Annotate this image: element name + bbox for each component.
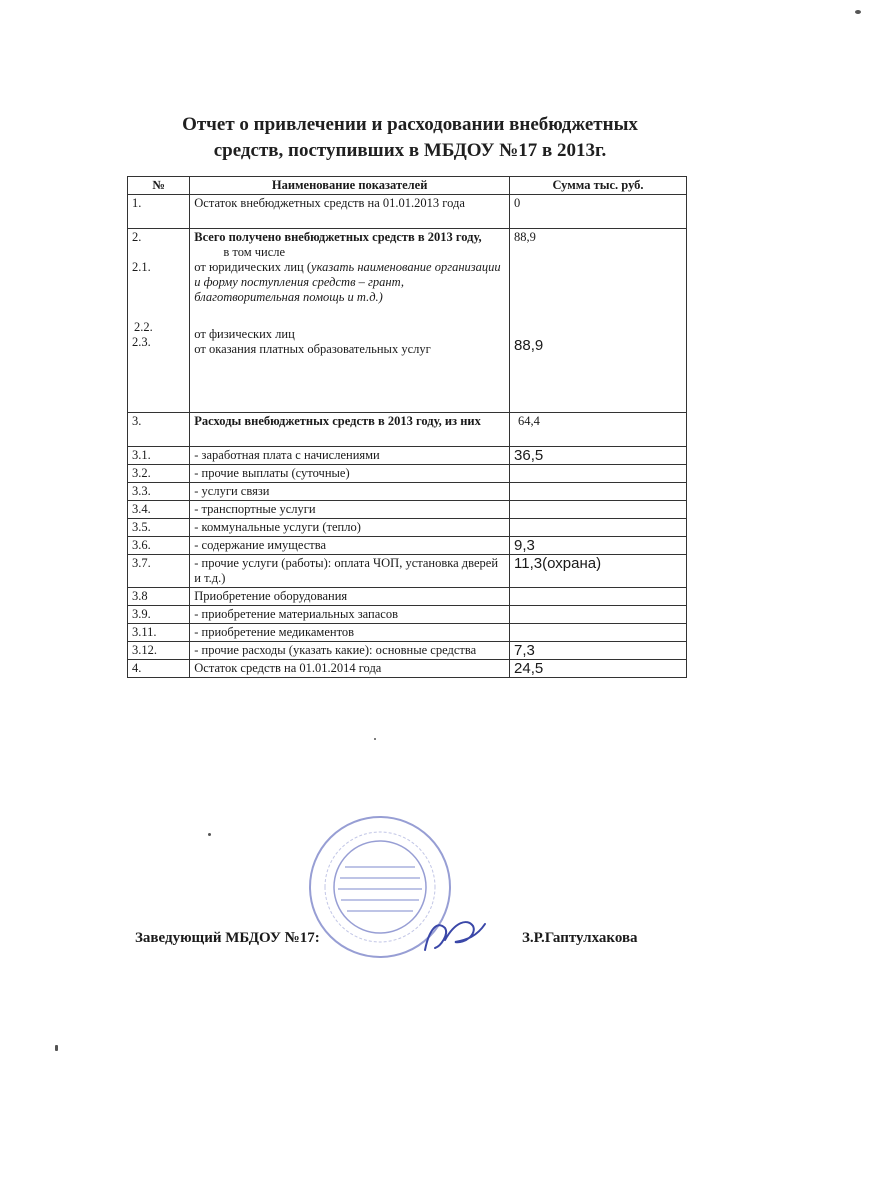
scan-speck <box>855 10 861 14</box>
row-name: - приобретение медикаментов <box>190 624 510 642</box>
scan-speck <box>208 833 211 836</box>
row-name: - коммунальные услуги (тепло) <box>190 519 510 537</box>
row-number: 3.7. <box>128 555 190 588</box>
table-row <box>128 465 687 483</box>
header-name: Наименование показателей <box>190 177 510 195</box>
row-name: - услуги связи <box>190 483 510 501</box>
row-name: Приобретение оборудования <box>190 588 510 606</box>
row-sum <box>510 465 687 483</box>
row-sum <box>510 624 687 642</box>
table-row-income <box>128 229 687 413</box>
title-line-1: Отчет о привлечении и расходовании внебюджетных <box>182 114 638 135</box>
row-number: 3.4. <box>128 501 190 519</box>
document-title <box>100 112 720 164</box>
row-number: 3.5. <box>128 519 190 537</box>
row-number: 3.1. <box>128 447 190 465</box>
row-name-total-income: Всего получено внебюджетных средств в 2013 году, в том числе <box>194 230 482 259</box>
table-row <box>128 447 687 465</box>
row-name: Остаток средств на 01.01.2014 года <box>190 660 510 678</box>
header-number: № <box>128 177 190 195</box>
row-name: - транспортные услуги <box>190 501 510 519</box>
table-row <box>128 588 687 606</box>
table-row <box>128 642 687 660</box>
table-row <box>128 519 687 537</box>
row-number: 3.8 <box>128 588 190 606</box>
row-sums-income <box>510 229 687 413</box>
signatory-name: З.Р.Гаптулхакова <box>522 930 638 946</box>
table-row <box>128 606 687 624</box>
row-name-paid-services: от оказания платных образовательных услуг <box>194 342 431 356</box>
table-row <box>128 624 687 642</box>
table-header-row <box>128 177 687 195</box>
row-sum <box>510 483 687 501</box>
table-row-expenses <box>128 413 687 447</box>
row-sum: 0 <box>510 195 687 229</box>
row-number: 3.6. <box>128 537 190 555</box>
row-sum <box>510 501 687 519</box>
row-number: 2.3. <box>132 335 151 349</box>
row-number: 3.11. <box>128 624 190 642</box>
table-row-balance <box>128 660 687 678</box>
row-number: 3.2. <box>128 465 190 483</box>
scan-speck <box>55 1045 58 1051</box>
row-name: - заработная плата с начислениями <box>190 447 510 465</box>
row-name: - содержание имущества <box>190 537 510 555</box>
row-name: Расходы внебюджетных средств в 2013 году, из них <box>190 413 510 447</box>
row-name: - прочие выплаты (суточные) <box>190 465 510 483</box>
report-table <box>127 176 687 678</box>
row-name: - приобретение материальных запасов <box>190 606 510 624</box>
row-names-income <box>190 229 510 413</box>
table-row <box>128 537 687 555</box>
row-sum: 11,3(охрана) <box>510 555 687 588</box>
table-row <box>128 195 687 229</box>
row-sum <box>510 606 687 624</box>
table-row <box>128 555 687 588</box>
row-name-individuals: от физических лиц <box>194 327 295 341</box>
row-number: 3. <box>128 413 190 447</box>
row-name: Остаток внебюджетных средств на 01.01.2013 года <box>190 195 510 229</box>
row-sum: 9,3 <box>510 537 687 555</box>
table-row <box>128 483 687 501</box>
row-number: 2.1. <box>132 260 151 274</box>
row-sum: 7,3 <box>510 642 687 660</box>
row-sum <box>510 519 687 537</box>
row-number: 1. <box>128 195 190 229</box>
row-number: 4. <box>128 660 190 678</box>
row-sum: 24,5 <box>510 660 687 678</box>
row-number: 3.9. <box>128 606 190 624</box>
header-sum: Сумма тыс. руб. <box>510 177 687 195</box>
row-sum: 36,5 <box>510 447 687 465</box>
row-name-legal: от юридических лиц (указать наименование организации и форму поступления средств – грант, благотворительная помощь и т.д.) <box>194 260 501 304</box>
row-numbers-income <box>128 229 190 413</box>
row-sum: 64,4 <box>510 413 687 447</box>
row-number: 3.3. <box>128 483 190 501</box>
title-line-2: средств, поступивших в МБДОУ №17 в 2013г. <box>213 140 607 161</box>
row-sum: 88,9 <box>514 230 536 244</box>
signatory-position: Заведующий МБДОУ №17: <box>135 930 320 946</box>
row-name: - прочие услуги (работы): оплата ЧОП, установка дверей и т.д.) <box>190 555 510 588</box>
row-number: 3.12. <box>128 642 190 660</box>
row-number: 2. <box>132 230 142 244</box>
table-row <box>128 501 687 519</box>
scan-speck <box>374 738 376 740</box>
row-sum <box>510 588 687 606</box>
row-sum: 88,9 <box>514 337 544 354</box>
row-number: 2.2. <box>134 320 153 334</box>
handwritten-signature <box>415 910 495 960</box>
row-name: - прочие расходы (указать какие): основные средства <box>190 642 510 660</box>
